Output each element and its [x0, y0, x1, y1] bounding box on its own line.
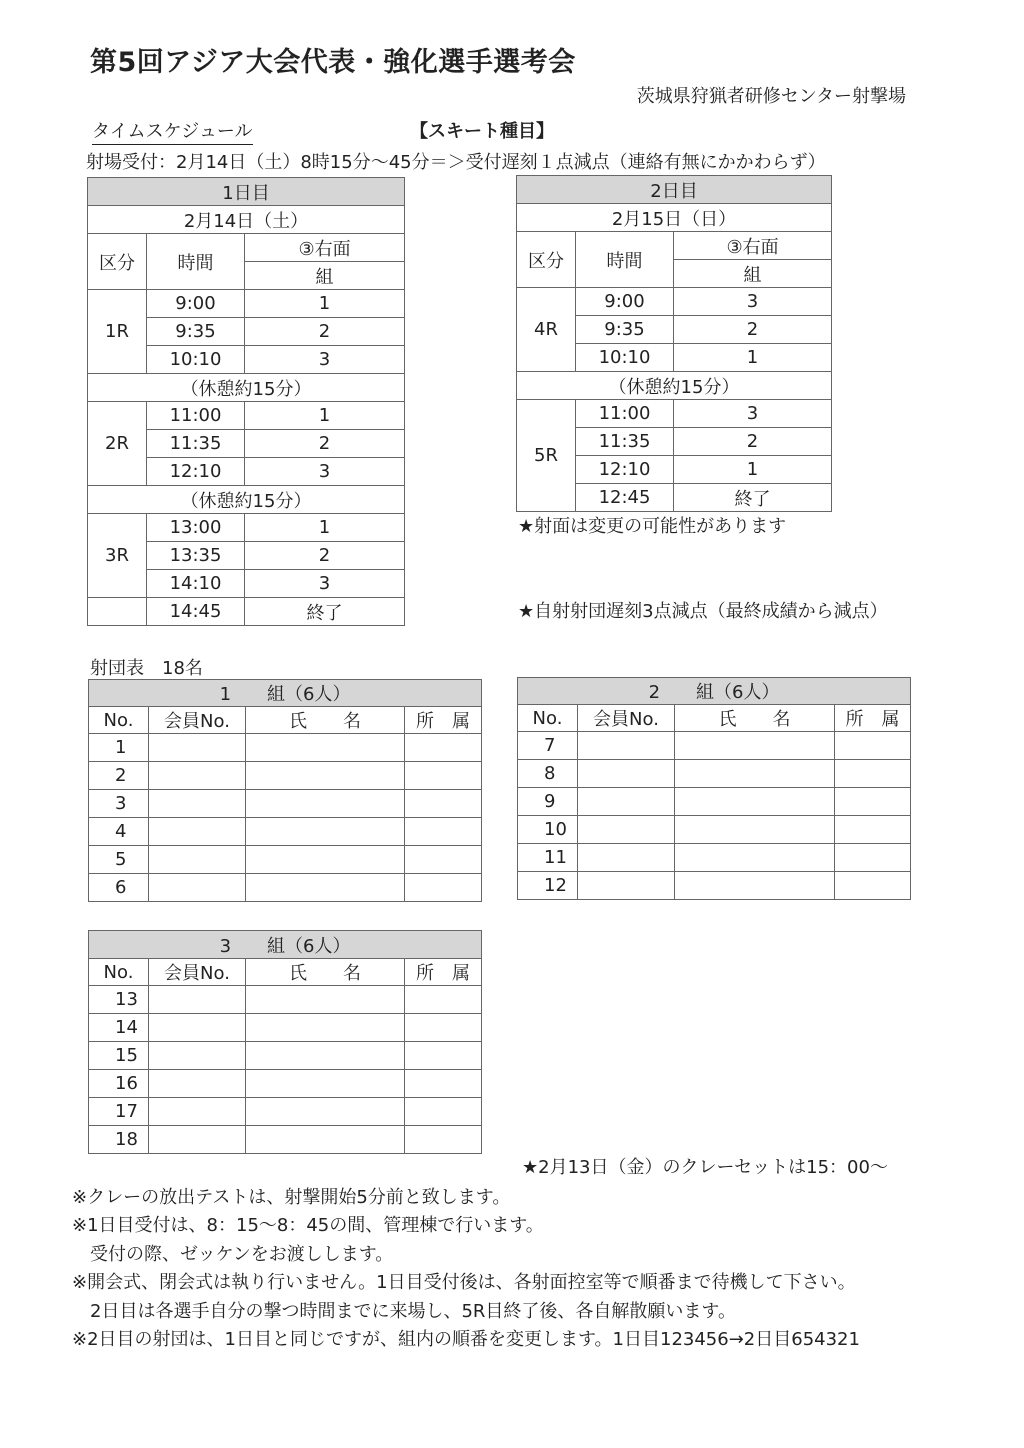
day2-schedule-table	[516, 175, 832, 512]
round-label: 3R	[88, 514, 147, 598]
day2-label: 2日目	[517, 176, 832, 204]
col-category-header: 区分	[88, 234, 147, 290]
round-label: 4R	[517, 288, 576, 372]
affiliation-cell[interactable]	[835, 788, 911, 816]
shooter-number: 4	[89, 818, 149, 846]
affiliation-cell[interactable]	[405, 986, 482, 1014]
shooter-number: 3	[89, 790, 149, 818]
name-cell[interactable]	[246, 818, 405, 846]
member-no-cell[interactable]	[578, 816, 675, 844]
group-cell: 1	[245, 290, 405, 318]
group2-roster-table	[517, 677, 911, 900]
col-group-header: 組	[245, 262, 405, 290]
member-no-cell[interactable]	[149, 1014, 246, 1042]
time-cell: 12:10	[576, 456, 674, 484]
shooter-number: 15	[89, 1042, 149, 1070]
name-cell[interactable]	[246, 874, 405, 902]
group-cell: 3	[245, 346, 405, 374]
day2-date: 2月15日（日）	[517, 204, 832, 232]
name-cell[interactable]	[675, 844, 835, 872]
affiliation-cell[interactable]	[405, 1126, 482, 1154]
name-cell[interactable]	[246, 986, 405, 1014]
time-cell: 10:10	[147, 346, 245, 374]
time-cell: 13:00	[147, 514, 245, 542]
shooter-number: 9	[518, 788, 578, 816]
time-cell: 14:10	[147, 570, 245, 598]
affiliation-cell[interactable]	[405, 1098, 482, 1126]
affiliation-cell[interactable]	[405, 874, 482, 902]
shooter-number: 11	[518, 844, 578, 872]
member-no-cell[interactable]	[149, 818, 246, 846]
name-cell[interactable]	[246, 1126, 405, 1154]
time-cell: 11:35	[576, 428, 674, 456]
affiliation-cell[interactable]	[405, 846, 482, 874]
footer-note: ※クレーの放出テストは、射撃開始5分前と致します。	[72, 1187, 511, 1208]
shooter-number: 12	[518, 872, 578, 900]
footer-note: ※1日目受付は、8：15～8：45の間、管理棟で行います。	[72, 1215, 544, 1236]
time-cell: 13:35	[147, 542, 245, 570]
member-no-cell[interactable]	[149, 1126, 246, 1154]
field-change-note: ★射面は変更の可能性があります	[518, 516, 787, 537]
roster-row	[89, 818, 482, 846]
time-cell: 9:35	[576, 316, 674, 344]
affiliation-cell[interactable]	[405, 818, 482, 846]
member-no-cell[interactable]	[149, 846, 246, 874]
group-cell: 1	[245, 514, 405, 542]
day1-date: 2月14日（土）	[88, 206, 405, 234]
roster-row	[89, 1070, 482, 1098]
affiliation-cell[interactable]	[835, 732, 911, 760]
name-cell[interactable]	[675, 760, 835, 788]
roster-label: 射団表 18名	[90, 658, 203, 679]
group-cell: 1	[245, 402, 405, 430]
break-row: （休憩約15分）	[88, 374, 405, 402]
col-field-header: ③右面	[674, 232, 832, 260]
shooter-number: 5	[89, 846, 149, 874]
group3-roster-table	[88, 930, 482, 1154]
day1-label: 1日目	[88, 178, 405, 206]
group1-title: 1 組（6人）	[89, 680, 482, 707]
affiliation-cell[interactable]	[835, 844, 911, 872]
col-member-header: 会員No.	[149, 959, 246, 986]
member-no-cell[interactable]	[578, 872, 675, 900]
group-cell: 2	[245, 542, 405, 570]
time-cell: 10:10	[576, 344, 674, 372]
roster-row	[518, 788, 911, 816]
col-affil-header: 所 属	[405, 959, 482, 986]
footer-note: ※開会式、閉会式は執り行いません。1日目受付後は、各射面控室等で順番まで待機して下さい。	[72, 1272, 856, 1293]
shooter-number: 1	[89, 734, 149, 762]
col-affil-header: 所 属	[405, 707, 482, 734]
reception-note: 射場受付：2月14日（土）8時15分～45分＝＞受付遅刻１点減点（連絡有無にかかわらず）	[86, 152, 826, 173]
round-label: 2R	[88, 402, 147, 486]
name-cell[interactable]	[675, 816, 835, 844]
name-cell[interactable]	[246, 1014, 405, 1042]
affiliation-cell[interactable]	[835, 872, 911, 900]
time-cell: 14:45	[147, 598, 245, 626]
group-cell: 3	[674, 288, 832, 316]
roster-row	[89, 734, 482, 762]
col-member-header: 会員No.	[149, 707, 246, 734]
time-cell: 11:35	[147, 430, 245, 458]
member-no-cell[interactable]	[149, 762, 246, 790]
shooter-number: 6	[89, 874, 149, 902]
roster-row	[89, 1098, 482, 1126]
col-category-header: 区分	[517, 232, 576, 288]
col-no-header: No.	[89, 959, 149, 986]
shooter-number: 8	[518, 760, 578, 788]
affiliation-cell[interactable]	[405, 762, 482, 790]
break-row: （休憩約15分）	[517, 372, 832, 400]
name-cell[interactable]	[675, 872, 835, 900]
end-label: 終了	[245, 598, 405, 626]
time-cell: 11:00	[147, 402, 245, 430]
affiliation-cell[interactable]	[405, 790, 482, 818]
group2-title: 2 組（6人）	[518, 678, 911, 705]
footer-note: 受付の際、ゼッケンをお渡しします。	[72, 1244, 394, 1265]
day1-schedule-table	[87, 177, 405, 626]
group-cell: 2	[245, 430, 405, 458]
roster-row	[518, 844, 911, 872]
footer-note: 2日目は各選手自分の撃つ時間までに来場し、5R目終了後、各自解散願います。	[72, 1301, 736, 1322]
name-cell[interactable]	[246, 1042, 405, 1070]
roster-row	[89, 1014, 482, 1042]
round-label: 1R	[88, 290, 147, 374]
affiliation-cell[interactable]	[405, 1042, 482, 1070]
shooter-number: 13	[89, 986, 149, 1014]
roster-row	[89, 790, 482, 818]
col-member-header: 会員No.	[578, 705, 675, 732]
member-no-cell[interactable]	[578, 732, 675, 760]
member-no-cell[interactable]	[149, 1070, 246, 1098]
shooter-number: 7	[518, 732, 578, 760]
member-no-cell[interactable]	[578, 760, 675, 788]
col-group-header: 組	[674, 260, 832, 288]
shooter-number: 17	[89, 1098, 149, 1126]
event-name: 【スキート種目】	[410, 121, 554, 142]
col-affil-header: 所 属	[835, 705, 911, 732]
time-cell: 11:00	[576, 400, 674, 428]
group1-roster-table	[88, 679, 482, 902]
member-no-cell[interactable]	[149, 1042, 246, 1070]
name-cell[interactable]	[675, 788, 835, 816]
group-cell: 2	[674, 428, 832, 456]
name-cell[interactable]	[246, 846, 405, 874]
roster-row	[518, 816, 911, 844]
time-cell: 12:10	[147, 458, 245, 486]
time-cell: 9:35	[147, 318, 245, 346]
group-cell: 3	[245, 458, 405, 486]
roster-row	[518, 732, 911, 760]
col-name-header: 氏 名	[675, 705, 835, 732]
roster-row	[89, 1042, 482, 1070]
page-title: 第5回アジア大会代表・強化選手選考会	[90, 47, 576, 78]
member-no-cell[interactable]	[149, 790, 246, 818]
time-cell: 9:00	[576, 288, 674, 316]
shooter-number: 18	[89, 1126, 149, 1154]
roster-row	[89, 846, 482, 874]
name-cell[interactable]	[675, 732, 835, 760]
time-cell: 9:00	[147, 290, 245, 318]
group3-title: 3 組（6人）	[89, 931, 482, 959]
roster-row	[89, 874, 482, 902]
group-cell: 1	[674, 344, 832, 372]
member-no-cell[interactable]	[578, 788, 675, 816]
affiliation-cell[interactable]	[405, 1070, 482, 1098]
shooter-number: 10	[518, 816, 578, 844]
member-no-cell[interactable]	[578, 844, 675, 872]
group-cell: 3	[245, 570, 405, 598]
affiliation-cell[interactable]	[405, 1014, 482, 1042]
affiliation-cell[interactable]	[405, 734, 482, 762]
group-cell: 2	[674, 316, 832, 344]
name-cell[interactable]	[246, 790, 405, 818]
col-no-header: No.	[518, 705, 578, 732]
empty-cell	[88, 598, 147, 626]
name-cell[interactable]	[246, 734, 405, 762]
roster-row	[89, 1126, 482, 1154]
roster-row	[89, 986, 482, 1014]
affiliation-cell[interactable]	[835, 816, 911, 844]
col-name-header: 氏 名	[246, 707, 405, 734]
member-no-cell[interactable]	[149, 986, 246, 1014]
roster-row	[89, 762, 482, 790]
footer-note: ※2日目の射団は、1日目と同じですが、組内の順番を変更します。1日目123456→2日目654321	[72, 1329, 860, 1350]
member-no-cell[interactable]	[149, 1098, 246, 1126]
col-name-header: 氏 名	[246, 959, 405, 986]
roster-row	[518, 872, 911, 900]
col-time-header: 時間	[147, 234, 245, 290]
member-no-cell[interactable]	[149, 874, 246, 902]
late-penalty-note: ★自射射団遅刻3点減点（最終成績から減点）	[518, 601, 888, 622]
schedule-label: タイムスケジュール	[92, 117, 253, 145]
name-cell[interactable]	[246, 762, 405, 790]
col-no-header: No.	[89, 707, 149, 734]
round-label: 5R	[517, 400, 576, 512]
clay-set-note: ★2月13日（金）のクレーセットは15：00～	[522, 1157, 888, 1178]
break-row: （休憩約15分）	[88, 486, 405, 514]
col-field-header: ③右面	[245, 234, 405, 262]
shooter-number: 16	[89, 1070, 149, 1098]
shooter-number: 14	[89, 1014, 149, 1042]
end-label: 終了	[674, 484, 832, 512]
name-cell[interactable]	[246, 1098, 405, 1126]
name-cell[interactable]	[246, 1070, 405, 1098]
affiliation-cell[interactable]	[835, 760, 911, 788]
roster-row	[518, 760, 911, 788]
group-cell: 2	[245, 318, 405, 346]
member-no-cell[interactable]	[149, 734, 246, 762]
group-cell: 1	[674, 456, 832, 484]
shooter-number: 2	[89, 762, 149, 790]
col-time-header: 時間	[576, 232, 674, 288]
venue-name: 茨城県狩猟者研修センター射撃場	[636, 86, 906, 107]
time-cell: 12:45	[576, 484, 674, 512]
group-cell: 3	[674, 400, 832, 428]
